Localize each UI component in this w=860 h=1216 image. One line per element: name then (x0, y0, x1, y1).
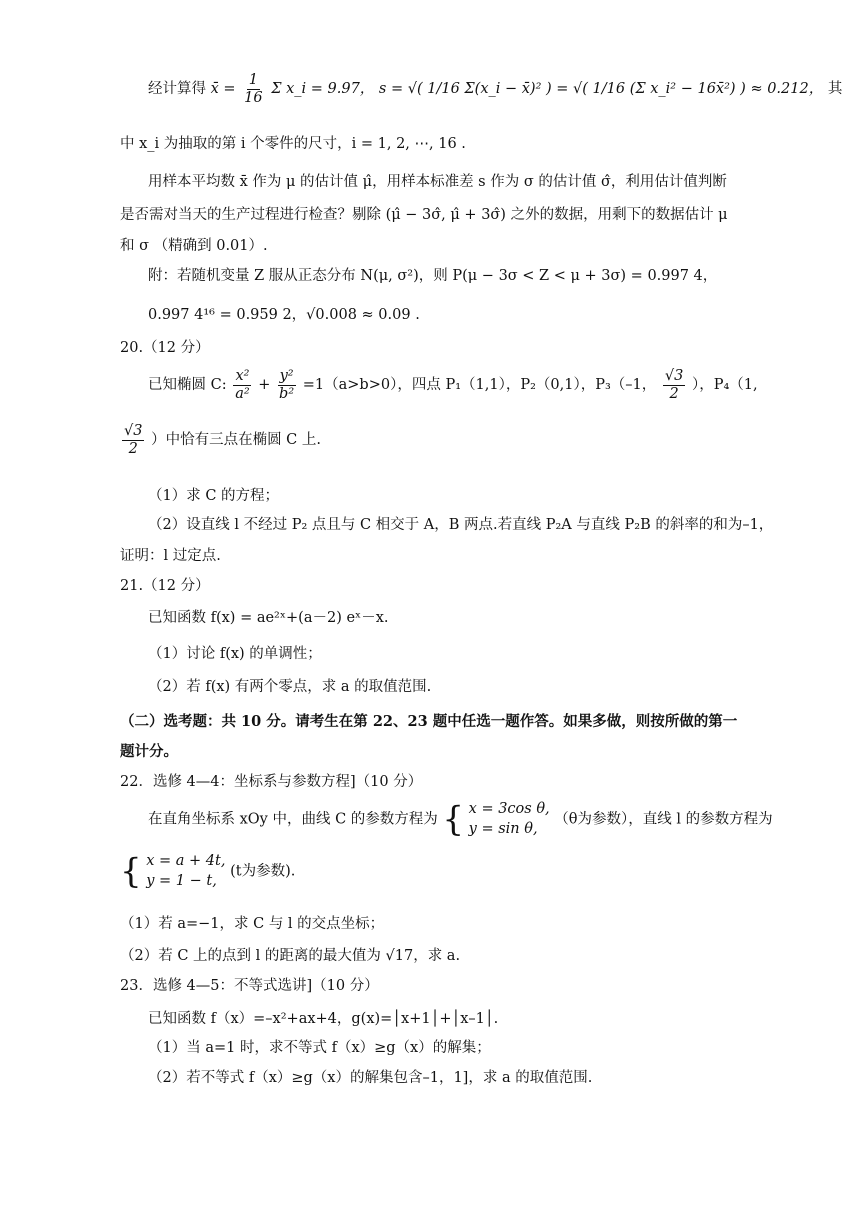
line-brace: { (120, 851, 142, 892)
q21-header: 21.（12 分） (120, 578, 210, 594)
fraction-denominator: 2 (669, 385, 679, 402)
q22-sub1: （1）若 a=−1，求 C 与 l 的交点坐标； (120, 916, 385, 932)
q20-sub2-line1: （2）设直线 l 不经过 P₂ 点且与 C 相交于 A，B 两点.若直线 P₂A 与直线 P₂B 的斜率的和为–1， (148, 517, 774, 533)
q19-mean-fraction (242, 72, 264, 106)
p4-fraction (122, 423, 144, 457)
curve-parametric-equations (469, 800, 550, 839)
q21-stem: 已知函数 f(x) = ae²ˣ+(a－2) eˣ－x. (148, 610, 389, 626)
q22-stem-line1 (148, 799, 773, 840)
q19-mean-sum: Σ x_i = 9.97， (271, 81, 375, 98)
fraction-numerator: 1 (248, 72, 258, 88)
q23-sub1: （1）当 a=1 时，求不等式 f（x）≥g（x）的解集； (148, 1040, 491, 1056)
fraction-numerator: √3 (124, 423, 143, 439)
fraction-denominator: 2 (128, 440, 138, 457)
q19-line4: 是否需对当天的生产过程进行检查？剔除 (μ̂ − 3σ̂, μ̂ + 3σ̂) 之外的数据，用剩下的数据估计 μ (120, 207, 728, 223)
q20-stem-part1: 已知椭圆 C: (148, 377, 232, 394)
q22-stem-part1: 在直角坐标系 xOy 中，曲线 C 的参数方程为 (148, 811, 438, 828)
q19-line2: 中 x_i 为抽取的第 i 个零件的尺寸，i = 1, 2, ⋯, 16 . (120, 136, 466, 152)
q22-stem-line2 (120, 852, 750, 891)
q20-stem-part4: ）中恰有三点在椭圆 C 上. (151, 432, 321, 449)
line-parametric-equations (146, 852, 225, 891)
fraction-denominator: a² (235, 385, 250, 402)
q19-xbar-eq: x̄ = (210, 81, 241, 98)
q20-header: 20.（12 分） (120, 340, 210, 356)
q23-stem: 已知函数 f（x）=–x²+ax+4，g(x)=│x+1│+│x–1│. (148, 1011, 499, 1027)
q20-sub1: （1）求 C 的方程； (148, 488, 280, 504)
curve-equation-x: x = 3cos θ, (468, 801, 550, 817)
fraction-numerator: √3 (664, 368, 684, 384)
q19-appendix-values: 0.997 4¹⁶ = 0.959 2，√0.008 ≈ 0.09 . (148, 307, 420, 323)
line-equation-x: x = a + 4t, (146, 853, 226, 869)
curve-brace: { (442, 799, 465, 840)
curve-equation-y: y = sin θ, (468, 820, 538, 837)
q19-line3: 用样本平均数 x̄ 作为 μ 的估计值 μ̂，用样本标准差 s 作为 σ 的估计值 σ̂，利用估计值判断 (148, 174, 727, 190)
q19-std-formula: s = √( 1/16 Σ(x_i − x̄)² ) = √( 1/16 (Σ x_i² − 16x̄²) ) ≈ 0.212， (378, 81, 824, 98)
q20-sub2-line2: 证明：l 过定点. (120, 548, 221, 564)
q20-stem-part3: ），P₄（1, (691, 377, 758, 394)
q23-header: 23．选修 4—5：不等式选讲]（10 分） (120, 978, 379, 994)
fraction-denominator: b² (279, 385, 295, 402)
q22-header: 22．选修 4—4：坐标系与参数方程]（10 分） (120, 774, 423, 790)
elective-note-line2: 题计分。 (120, 743, 178, 760)
q20-stem-line2 (120, 423, 750, 457)
q20-stem-line1: 已知椭圆 C: $\frac{\text{x²}}{\text{a²}}$ + $\frac{\text{y²}}{\text{b²}}$ =1（a>b>0），四点 P₁（1,1），P₂（0,1），P₃（–1， $\frac{√3}{2}$ ），P₄（1, (148, 368, 758, 402)
q19-formula-line (148, 72, 843, 106)
line-equation-y: y = 1 − t, (146, 872, 217, 889)
elective-note-line1: （二）选考题：共 10 分。请考生在第 22、23 题中任选一题作答。如果多做，则按所做的第一 (120, 713, 738, 730)
fraction-denominator: 16 (244, 89, 263, 106)
fraction-numerator: y² (279, 368, 294, 384)
p3-fraction (663, 368, 685, 402)
q19-line5: 和 σ （精确到 0.01）. (120, 238, 268, 254)
fraction-numerator: x² (235, 368, 250, 384)
q22-stem-part2: （θ为参数），直线 l 的参数方程为 (554, 811, 773, 828)
q19-line1-prefix: 经计算得 (148, 81, 206, 98)
q19-line1-suffix: 其 (827, 81, 843, 98)
q23-sub2: （2）若不等式 f（x）≥g（x）的解集包含–1，1]，求 a 的取值范围. (148, 1070, 593, 1086)
q22-stem-part3: (t为参数). (230, 863, 296, 880)
ellipse-x-fraction (233, 368, 251, 402)
q19-appendix-line: 附：若随机变量 Z 服从正态分布 N(μ, σ²)，则 P(μ − 3σ < Z < μ + 3σ) = 0.997 4， (148, 268, 718, 284)
q20-stem-part2: =1（a>b>0），四点 P₁（1,1），P₂（0,1），P₃（–1， (302, 377, 657, 394)
q22-sub2: （2）若 C 上的点到 l 的距离的最大值为 √17，求 a. (120, 948, 461, 964)
q21-sub2: （2）若 f(x) 有两个零点，求 a 的取值范围. (148, 679, 432, 695)
ellipse-y-fraction (277, 368, 296, 402)
q21-sub1: （1）讨论 f(x) 的单调性； (148, 646, 322, 662)
